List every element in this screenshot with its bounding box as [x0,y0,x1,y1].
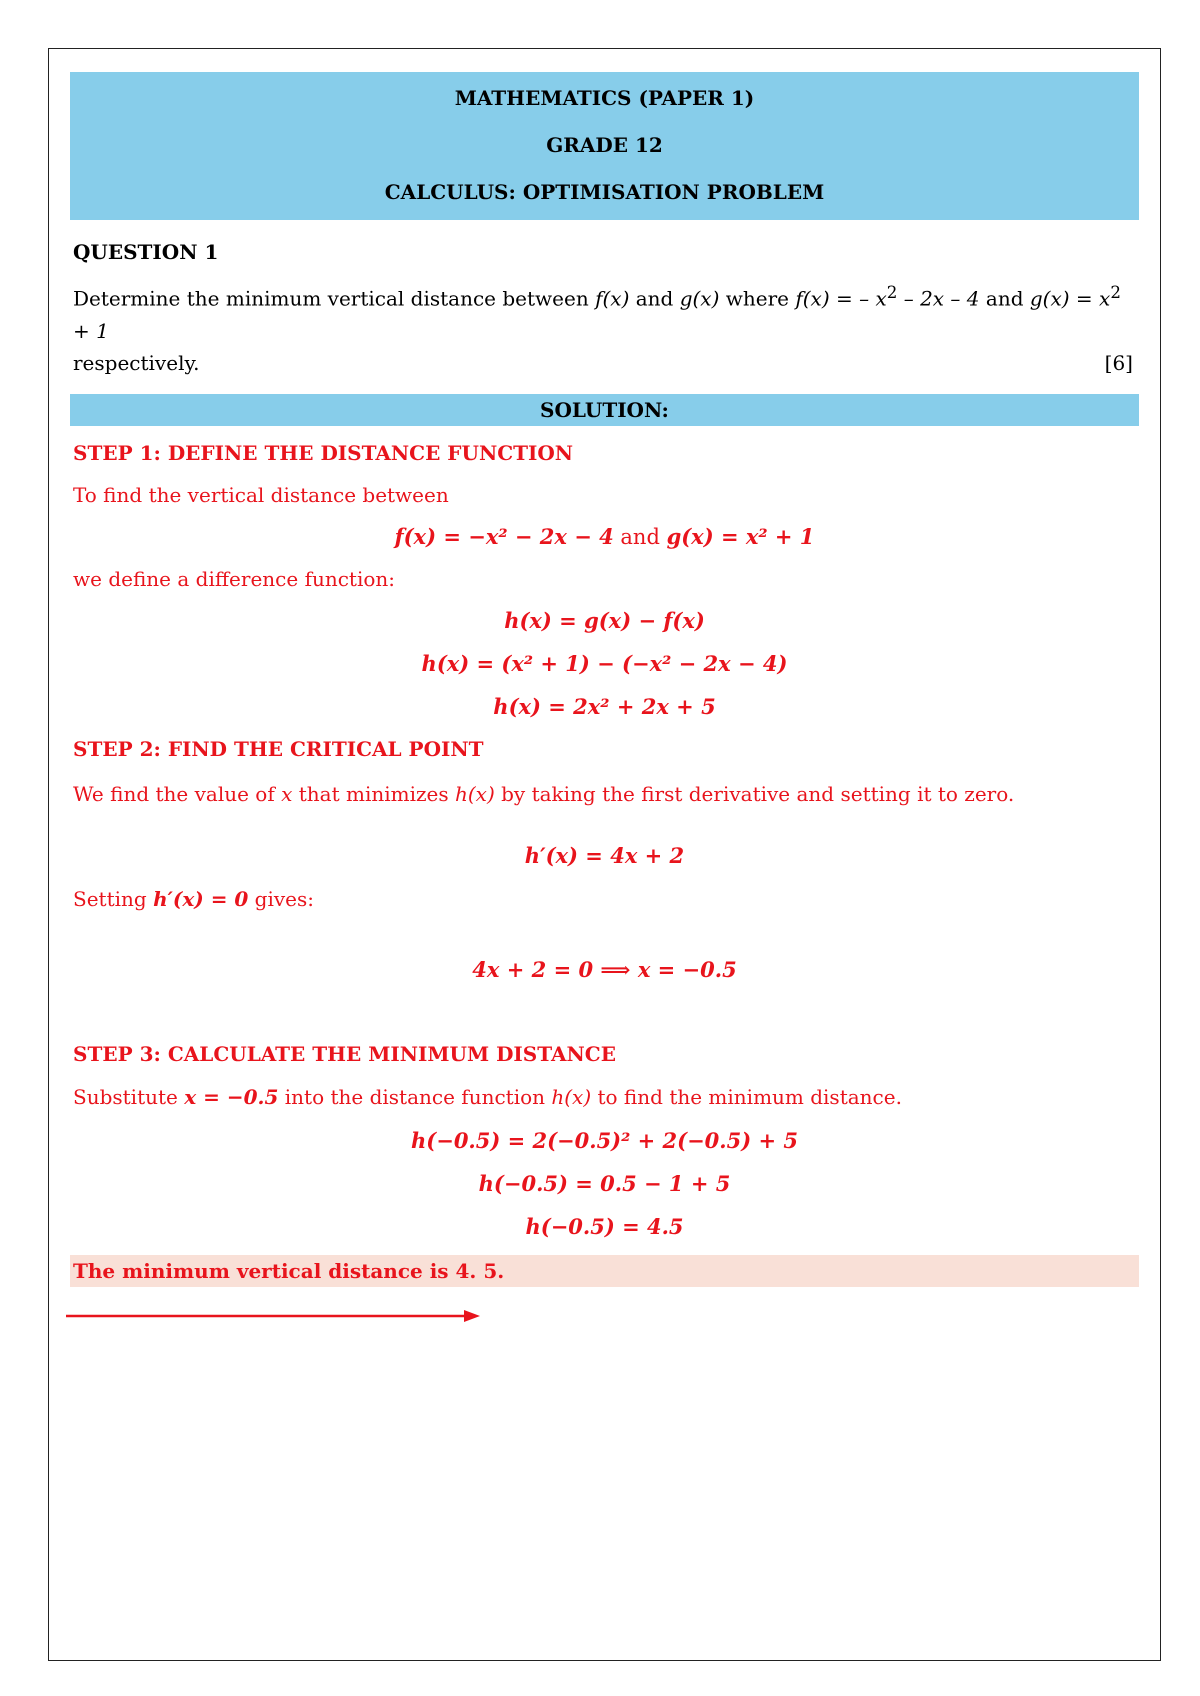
grade-title: GRADE 12 [546,133,663,157]
g-definition-rest: + 1 [73,318,109,343]
text-part: Substitute [73,1084,185,1109]
equation: h(x) = g(x) − f(x) [504,607,705,633]
equation: h′(x) = 4x + 2 [524,842,685,868]
equation: h(−0.5) = 4.5 [525,1213,684,1239]
text-part: to find the minimum distance. [591,1084,902,1109]
text-part: gives: [248,886,315,911]
question-text-part: Determine the minimum vertical distance between [73,286,596,311]
evaluation-equation [70,1169,1139,1199]
f-definition-rest: – 2x – 4 [897,286,980,311]
text-part: Setting [73,886,154,911]
step2-title: STEP 2: FIND THE CRITICAL POINT [73,736,484,761]
fx-symbol: f(x) [595,286,630,311]
text-part: We find the value of [73,781,282,806]
simplified-equation [70,692,1139,722]
equation: h(−0.5) = 2(−0.5)² + 2(−0.5) + 5 [411,1127,798,1153]
expanded-equation [70,649,1139,679]
setting-text [73,886,1139,912]
subject-title: MATHEMATICS (PAPER 1) [454,86,755,110]
result-equation [70,1212,1139,1242]
document-content [70,72,1139,1287]
difference-function-equation [70,606,1139,636]
question-text-part: and [629,286,680,311]
substitution-equation [70,1126,1139,1156]
equation: 4x + 2 = 0 ⟹ x = −0.5 [472,956,737,982]
inline-equation: x = −0.5 [184,1084,279,1109]
question-label: QUESTION 1 [73,240,219,264]
marks-allocation: [6] [1104,350,1133,375]
text-part: by taking the first derivative and setting it to zero. [494,781,1015,806]
equation: h(x) = (x² + 1) − (−x² − 2x − 4) [421,650,788,676]
f-definition: f(x) = – x [795,286,887,311]
gx-symbol: g(x) [679,286,720,311]
topic-title: CALCULUS: OPTIMISATION PROBLEM [384,180,825,204]
step2-intro [73,781,1139,807]
question-text-part: respectively. [73,350,200,375]
inline-equation: h′(x) = 0 [153,886,249,911]
conjunction: and [613,524,667,549]
critical-point-equation [70,955,1139,985]
question-text-part: where [719,286,796,311]
question-text-part: and [979,286,1030,311]
exponent: 2 [1110,283,1121,302]
equation: h(−0.5) = 0.5 − 1 + 5 [478,1170,731,1196]
final-answer: The minimum vertical distance is 4. 5. [70,1255,1139,1287]
f-equation: f(x) = −x² − 2x − 4 [394,523,614,549]
exponent: 2 [886,283,898,302]
g-equation: g(x) = x² + 1 [666,523,815,549]
step3-title: STEP 3: CALCULATE THE MINIMUM DISTANCE [73,1041,616,1066]
question-text [73,277,1133,379]
text-part: into the distance function [278,1084,552,1109]
text-part: that minimizes [292,781,455,806]
step1-intro: To find the vertical distance between [73,482,449,507]
arrow-icon [66,1307,481,1325]
step1-functions-equation [70,522,1139,552]
derivative-equation [70,841,1139,871]
step1-title: STEP 1: DEFINE THE DISTANCE FUNCTION [73,440,574,465]
step1-define-text: we define a difference function: [73,566,396,591]
hx-symbol: h(x) [454,781,495,806]
title-banner [70,72,1139,220]
hx-symbol: h(x) [551,1084,592,1109]
g-definition: g(x) = x [1029,286,1111,311]
solution-banner: SOLUTION: [70,394,1139,426]
equation: h(x) = 2x² + 2x + 5 [493,693,716,719]
step3-intro [73,1084,1139,1110]
variable-x: x [281,781,293,806]
